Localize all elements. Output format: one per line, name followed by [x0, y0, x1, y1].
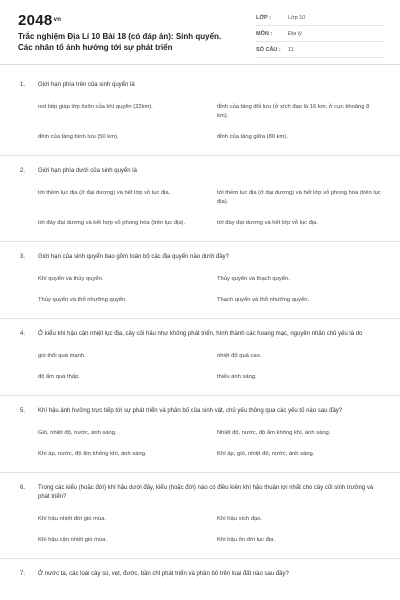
- question-block: [0, 155, 400, 241]
- question-text: [20, 319, 382, 339]
- answer-options: [38, 416, 382, 472]
- question-list: [0, 70, 400, 579]
- answer-option[interactable]: Khí quyển và thủy quyển.: [38, 276, 104, 282]
- answer-options: [38, 90, 382, 155]
- question-block: [0, 395, 400, 472]
- question-block: [0, 472, 400, 558]
- answer-option[interactable]: Thạch quyển và thổ nhưỡng quyển.: [217, 297, 310, 303]
- question-number: 1.: [20, 82, 26, 88]
- answer-option[interactable]: tới đáy đại dương và hết lớp vỏ lục địa.: [217, 220, 319, 226]
- answer-options: [38, 339, 382, 395]
- logo-text: 2048: [18, 12, 53, 29]
- question-block: [0, 558, 400, 579]
- meta-value: Địa lý: [288, 30, 302, 37]
- answer-option[interactable]: Khí hậu cận nhiệt gió mùa.: [38, 537, 107, 543]
- answer-option[interactable]: thiếu ánh sáng.: [217, 374, 257, 380]
- question-text: [20, 473, 382, 502]
- question-number: 4.: [20, 331, 26, 337]
- question-stem: Ở kiểu khí hậu cận nhiệt lục địa, cây cối hầu như không phát triển, hình thành các hoang mạc, nguyên nhân chủ yếu là do: [38, 331, 363, 337]
- answer-option[interactable]: Khí hậu ôn đới lục địa.: [217, 537, 275, 543]
- question-stem: Giới hạn của sinh quyển bao gồm toàn bộ các địa quyển nào dưới đây?: [38, 254, 230, 260]
- meta-row: [256, 42, 384, 58]
- meta-table: [256, 10, 384, 58]
- meta-label: LỚP :: [256, 14, 271, 21]
- answer-options: [38, 176, 382, 241]
- meta-label: MÔN :: [256, 30, 273, 37]
- answer-option[interactable]: nơi tiếp giáp lớp ôzôn của khí quyển (22km).: [38, 104, 153, 110]
- answer-option[interactable]: Khí hậu nhiệt đới gió mùa.: [38, 516, 106, 522]
- question-stem: Trong các kiểu (hoặc đới) khí hậu dưới đây, kiểu (hoặc đới) nào có điều kiện khí hậu thuận lợi nhất cho cây cối sinh trưởng và phát triển?: [38, 485, 374, 500]
- question-stem: Ở nước ta, các loài cây sú, vẹt, đước, bần chỉ phát triển và phân bố trên loại đất nào sau đây?: [38, 571, 289, 577]
- answer-option[interactable]: độ ẩm quá thấp.: [38, 374, 80, 380]
- answer-option[interactable]: đỉnh của tầng giữa (80 km).: [217, 134, 288, 140]
- question-text: [20, 559, 382, 579]
- answer-options: [38, 262, 382, 318]
- answer-option[interactable]: tới thềm lục địa (ở đại dương) và hết lớp vỏ phong hóa (trên lục địa).: [217, 190, 381, 205]
- answer-option[interactable]: tới đáy đại dương và kết hợp vỏ phong hóa (trên lục địa).: [38, 220, 186, 226]
- question-number: 6.: [20, 485, 26, 491]
- answer-option[interactable]: đỉnh của tầng bình lưu (50 km).: [38, 134, 119, 140]
- answer-option[interactable]: tới thềm lục địa (ở đại dương) và hết lớp vỏ lục địa.: [38, 190, 171, 196]
- logo-suffix: vn: [53, 17, 62, 23]
- answer-option[interactable]: Khí áp, nước, độ ẩm không khí, ánh sáng.: [38, 451, 147, 457]
- site-logo[interactable]: [18, 12, 61, 29]
- answer-option[interactable]: nhiệt độ quá cao.: [217, 353, 262, 359]
- answer-option[interactable]: Khí áp, gió, nhiệt độ, nước, ánh sáng.: [217, 451, 315, 457]
- answer-option[interactable]: gió thổi quá mạnh.: [38, 353, 86, 359]
- answer-option[interactable]: Gió, nhiệt độ, nước, ánh sáng.: [38, 430, 117, 436]
- question-number: 5.: [20, 408, 26, 414]
- question-text: [20, 396, 382, 416]
- answer-option[interactable]: Thủy quyển và thạch quyển.: [217, 276, 290, 282]
- meta-value: Lớp 10: [288, 14, 306, 21]
- question-stem: Giới hạn phía trên của sinh quyển là: [38, 82, 135, 88]
- answer-option[interactable]: Nhiệt độ, nước, độ ẩm không khí, ánh sáng.: [217, 430, 331, 436]
- answer-option[interactable]: đỉnh của tầng đối lưu (ở xích đạo là 16 km, ở cực khoảng 8 km).: [217, 104, 370, 119]
- meta-label: SỐ CÂU :: [256, 46, 281, 53]
- question-text: [20, 70, 382, 90]
- answer-option[interactable]: Khí hậu xích đạo.: [217, 516, 263, 522]
- question-number: 2.: [20, 168, 26, 174]
- question-text: [20, 156, 382, 176]
- meta-row: [256, 26, 384, 42]
- answer-option[interactable]: Thủy quyển và thổ nhưỡng quyển.: [38, 297, 127, 303]
- question-block: [0, 70, 400, 155]
- page-header: [0, 0, 400, 65]
- question-block: [0, 318, 400, 395]
- question-number: 3.: [20, 254, 26, 260]
- meta-row: [256, 10, 384, 26]
- meta-value: 11: [288, 46, 294, 53]
- question-stem: Khí hậu ảnh hưởng trực tiếp tới sự phát triển và phân bố của sinh vật, chủ yếu thông qua các yếu tố nào sau đây?: [38, 408, 343, 414]
- question-text: [20, 242, 382, 262]
- page-title: Trắc nghiệm Địa Lí 10 Bài 18 (có đáp án): Sinh quyển. Các nhân tố ảnh hưởng tới sự phát triển: [18, 32, 222, 52]
- question-number: 7.: [20, 571, 26, 577]
- answer-options: [38, 502, 382, 558]
- question-block: [0, 241, 400, 318]
- question-stem: Giới hạn phía dưới của sinh quyển là: [38, 168, 137, 174]
